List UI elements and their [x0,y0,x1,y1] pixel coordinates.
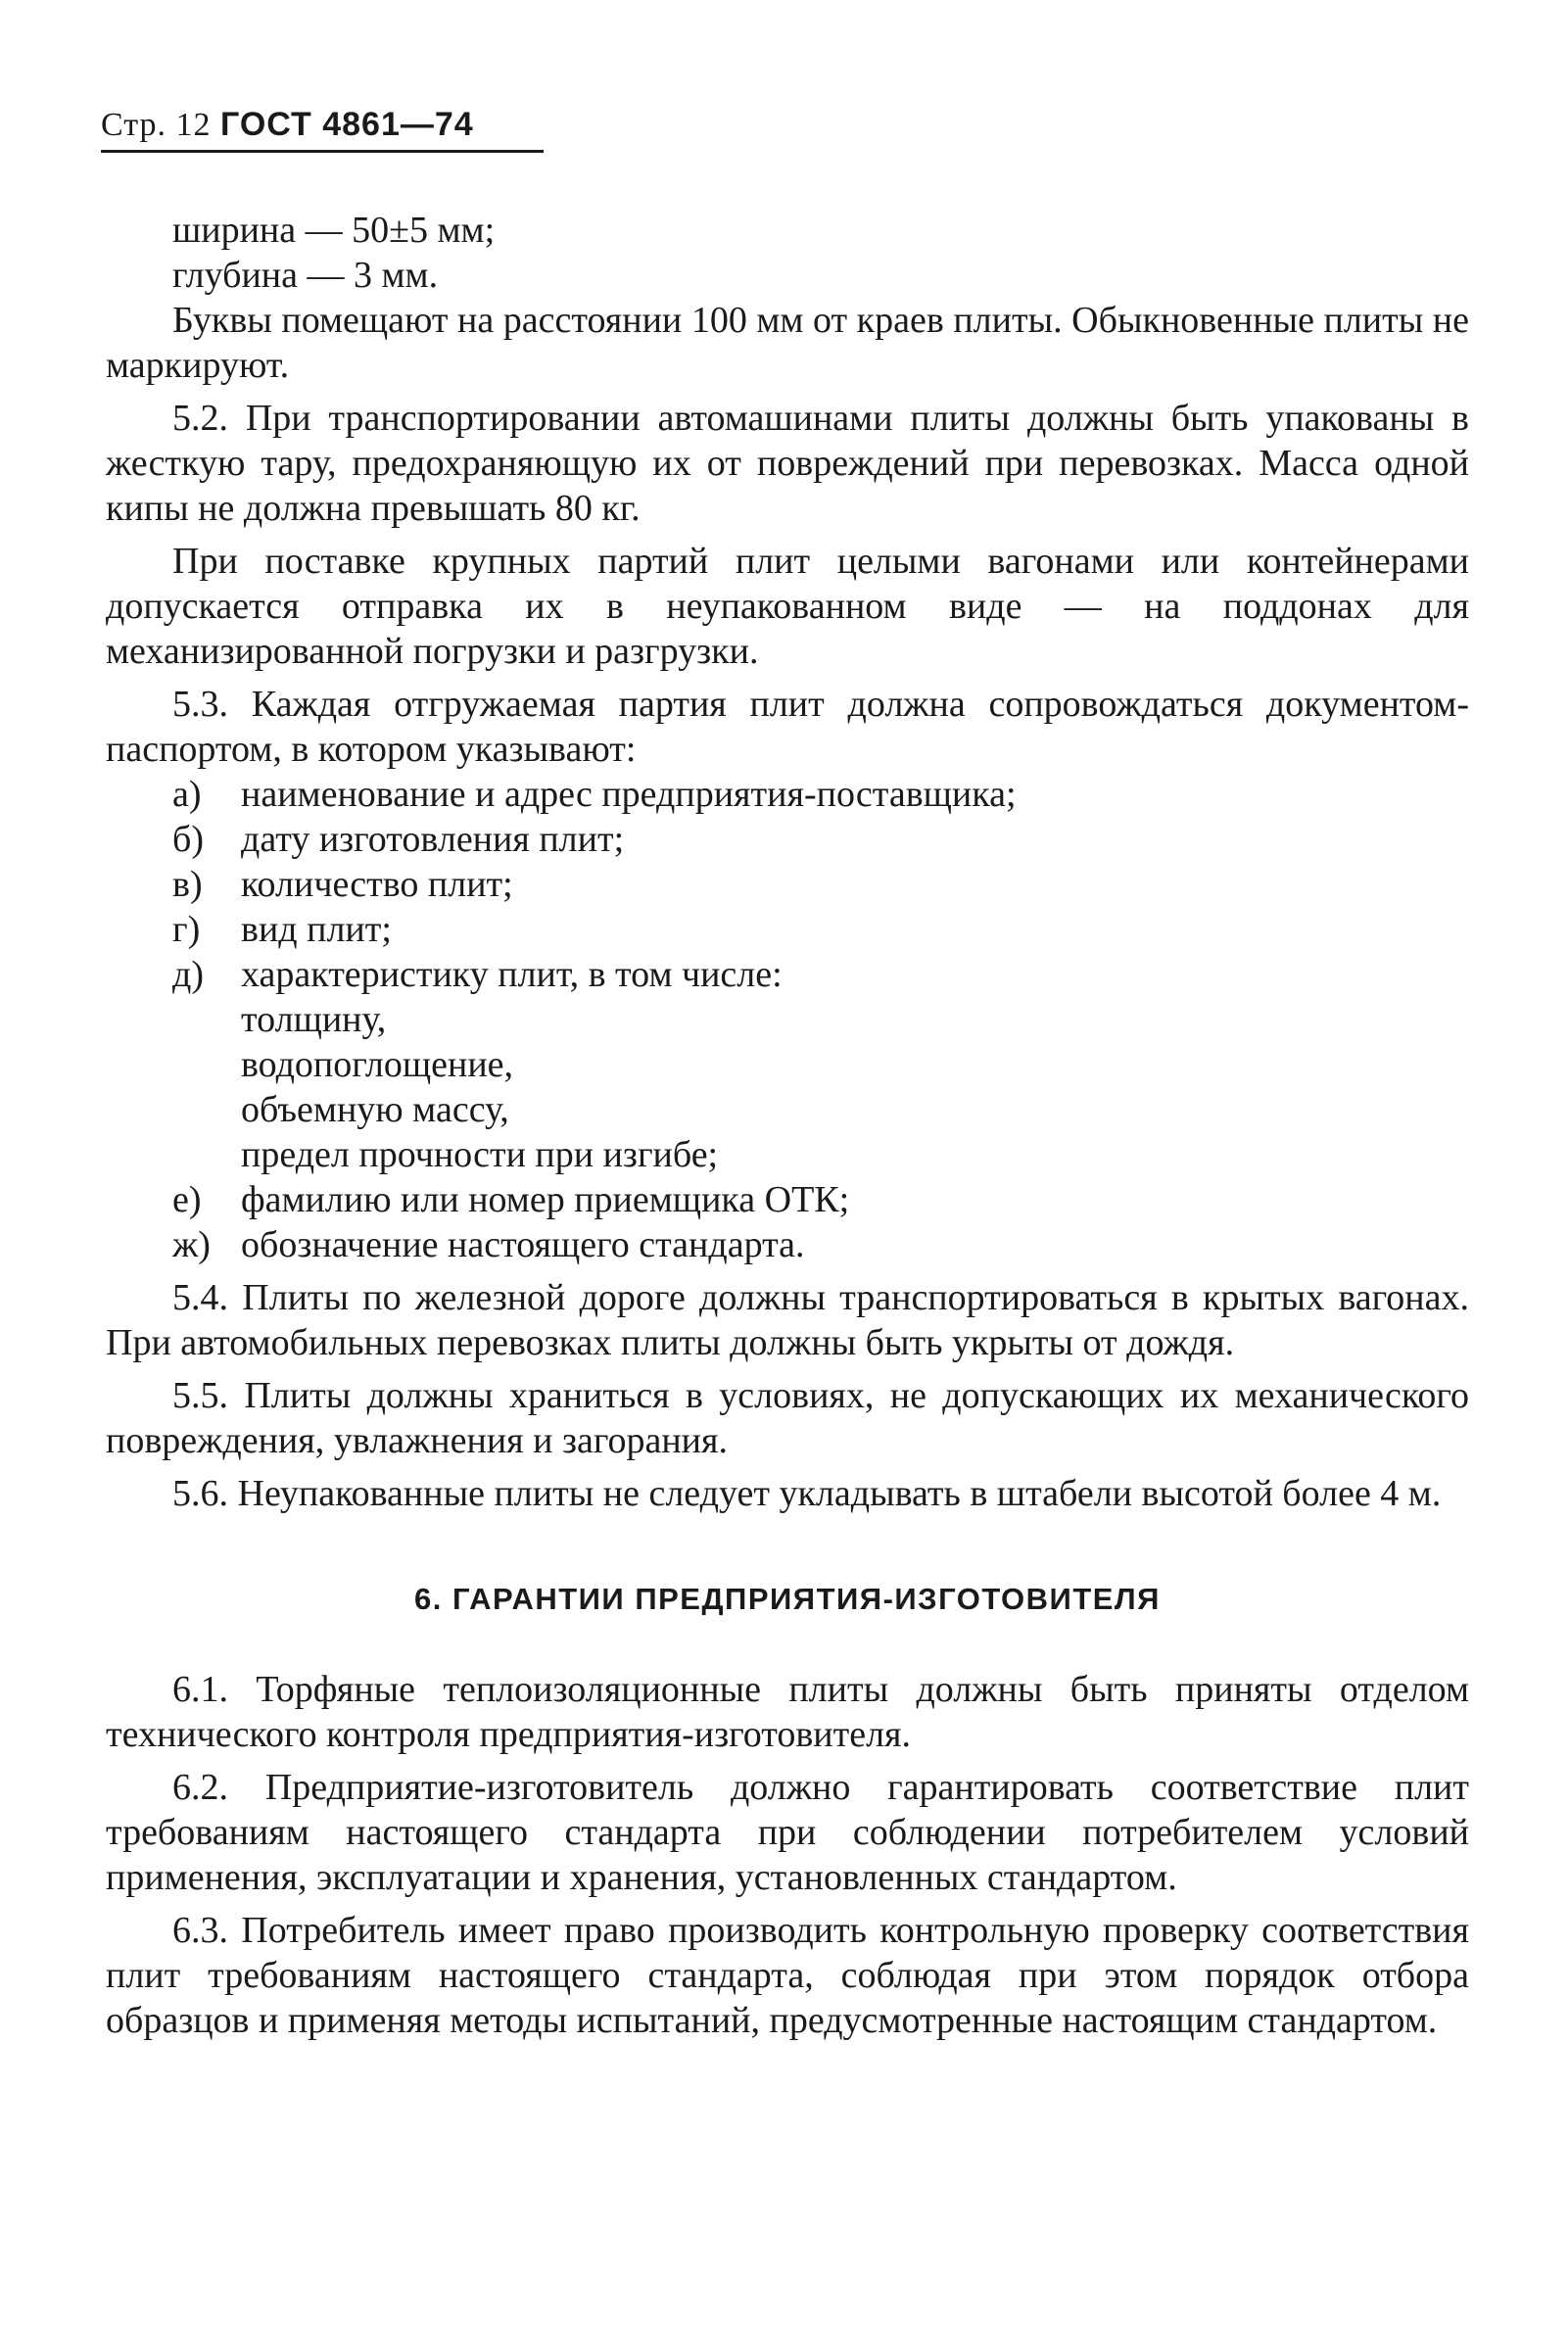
paragraph-5-5: 5.5. Плиты должны храниться в условиях, не допускающих их механического повреждения, увлажнения и загорания. [106,1375,1469,1461]
sub-list-item: толщину, [241,999,387,1040]
list-item: а) наименование и адрес предприятия-поставщика; [172,774,1017,815]
standard-number: ГОСТ 4861—74 [220,106,474,143]
paragraph-5-4: 5.4. Плиты по железной дороге должны транспортироваться в крытых вагонах. При автомобильных перевозках плиты должны быть укрыты от дождя. [106,1277,1469,1363]
paragraph-5-6: 5.6. Неупакованные плиты не следует укладывать в штабели высотой более 4 м. [172,1473,1442,1514]
paragraph-6-3: 6.3. Потребитель имеет право производить контрольную проверку соответствия плит требованиям настоящего стандарта, соблюдая при этом порядок отбора образцов и применяя методы испытаний, предусмотренные настоящим стандартом. [106,1910,1469,2041]
page-number: Стр. 12 [101,107,212,143]
section-6-heading: 6. ГАРАНТИИ ПРЕДПРИЯТИЯ-ИЗГОТОВИТЕЛЯ [414,1582,1161,1616]
width-line: ширина — 50±5 мм; [172,210,496,251]
paragraph-5-2: 5.2. При транспортировании автомашинами плиты должны быть упакованы в жесткую тару, предохраняющую их от повреждений при перевозках. Масса одной кипы не должна превышать 80 кг. [106,398,1469,529]
list-item: г) вид плит; [172,909,392,950]
sub-list-item: водопоглощение, [241,1044,514,1085]
list-item: д) характеристику плит, в том числе: [172,954,783,995]
sub-list-item: предел прочности при изгибе; [241,1134,719,1175]
header-rule [101,150,544,153]
body-text [106,208,1469,2043]
depth-line: глубина — 3 мм. [172,255,439,296]
page-header [101,106,474,144]
sub-list-item: объемную массу, [241,1089,509,1130]
paragraph-5-2-delivery: При поставке крупных партий плит целыми вагонами или контейнерами допускается отправка их в неупакованном виде — на поддонах для механизированной погрузки и разгрузки. [106,541,1469,672]
list-item: б) дату изготовления плит; [172,819,625,860]
list-item: в) количество плит; [172,864,513,905]
paragraph-letters: Буквы помещают на расстоянии 100 мм от краев плиты. Обыкновенные плиты не маркируют. [106,300,1469,386]
paragraph-5-3: 5.3. Каждая отгружаемая партия плит должна сопровождаться документом-паспортом, в котором указывают: [106,684,1469,770]
passport-list [106,772,1469,1267]
list-item: ж) обозначение настоящего стандарта. [172,1224,805,1265]
paragraph-6-2: 6.2. Предприятие-изготовитель должно гарантировать соответствие плит требованиям настоящего стандарта при соблюдении потребителем условий применения, эксплуатации и хранения, установленных стандартом. [106,1767,1469,1898]
list-item: е) фамилию или номер приемщика ОТК; [172,1179,850,1220]
paragraph-6-1: 6.1. Торфяные теплоизоляционные плиты должны быть приняты отделом технического контроля предприятия-изготовителя. [106,1669,1469,1755]
